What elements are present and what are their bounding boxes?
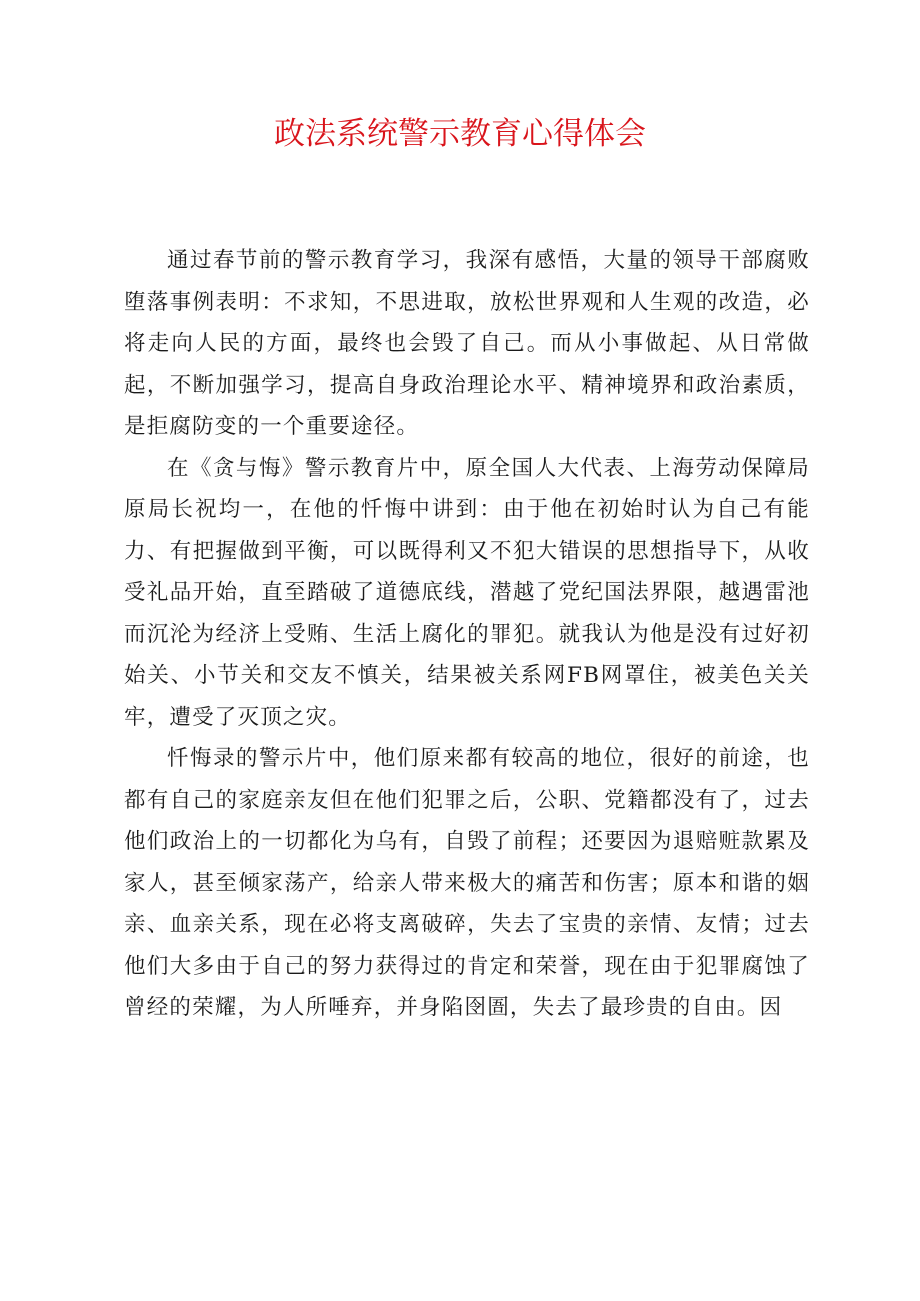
paragraph-1: 通过春节前的警示教育学习，我深有感悟，大量的领导干部腐败堕落事例表明：不求知，不思进取，放松世界观和人生观的改造，必将走向人民的方面，最终也会毁了自己。而从小事做起、从日常做起，不断加强学习，提高自身政治理论水平、精神境界和政治素质，是拒腐防变的一个重要途径。 [124,248,810,439]
paragraph-2: 在《贪与悔》警示教育片中，原全国人大代表、上海劳动保障局原局长祝均一，在他的忏悔中讲到：由于他在初始时认为自己有能力、有把握做到平衡，可以既得利又不犯大错误的思想指导下，从收受礼品开始，直至踏破了道德底线，潜越了党纪国法界限，越遇雷池而沉沦为经济上受贿、生活上腐化的罪犯。就我认为他是没有过好初始关、小节关和交友不慎关，结果被关系网FB网罩住，被美色关关牢，遭受了灭顶之灾。 [124,455,810,730]
page-title: 政法系统警示教育心得体会 [274,116,646,152]
document-body [124,240,810,1029]
paragraph-3: 忏悔录的警示片中，他们原来都有较高的地位，很好的前途，也都有自己的家庭亲友但在他们犯罪之后，公职、党籍都没有了，过去他们政治上的一切都化为乌有，自毁了前程；还要因为退赔赃款累及家人，甚至倾家荡产，给亲人带来极大的痛苦和伤害；原本和谐的姻亲、血亲关系，现在必将支离破碎，失去了宝贵的亲情、友情；过去他们大多由于自己的努力获得过的肯定和荣誉，现在由于犯罪腐蚀了曾经的荣耀，为人所唾弃，并身陷囹圄，失去了最珍贵的自由。因 [124,746,810,1020]
